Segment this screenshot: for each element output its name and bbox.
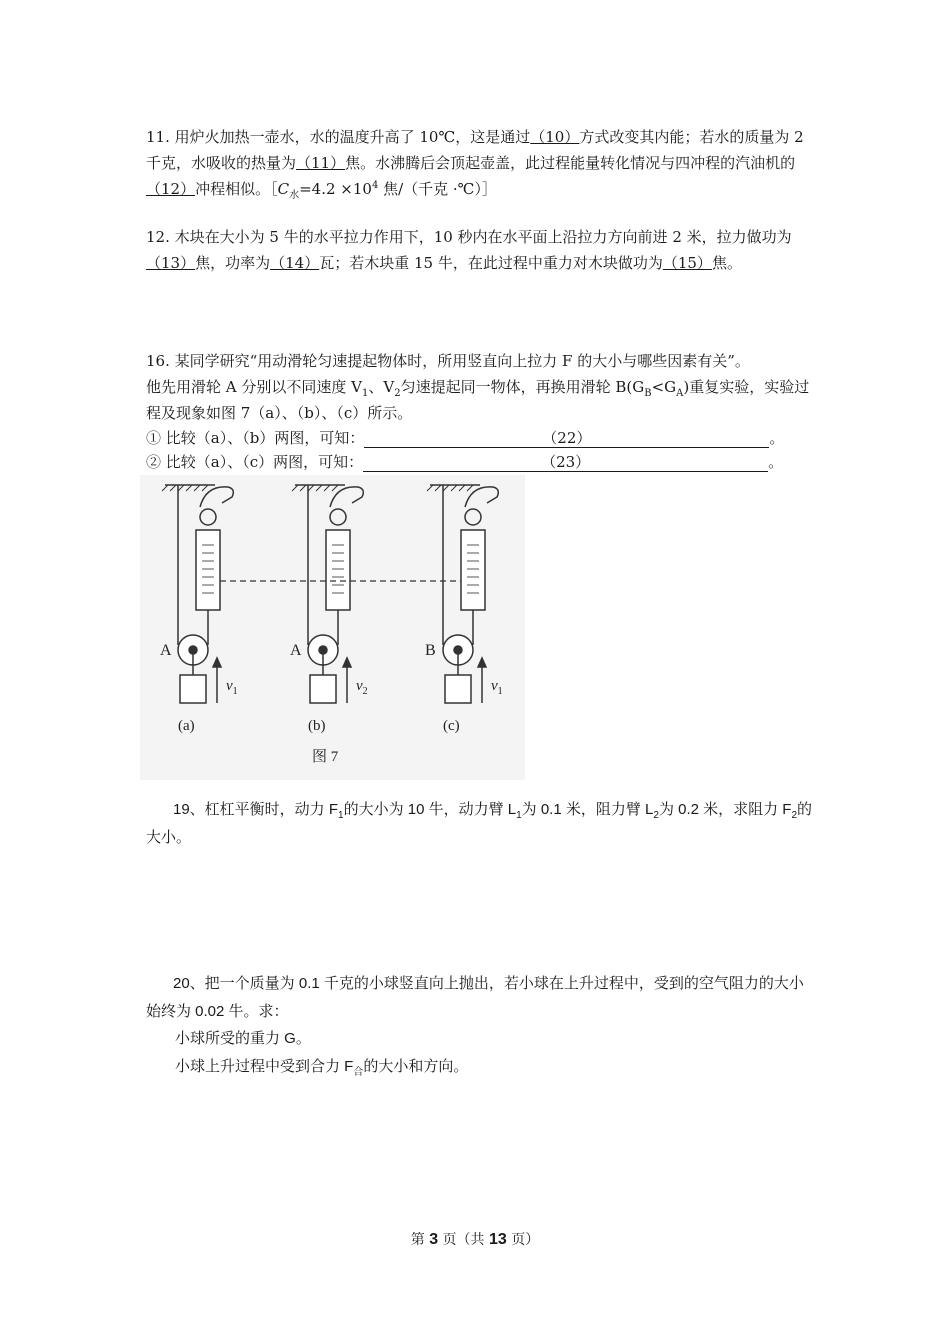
pulley-label-b: A [290,642,302,659]
q20-sub-1: 小球所受的重力 G。 [175,1030,311,1047]
q16-item-1-label: ① 比较（a）、（b）两图，可知： [146,429,365,447]
question-20 [146,970,816,1026]
q12-blank-14: （14） [270,254,320,272]
question-19: 19、杠杠平衡时，动力 $F_1$的大小为 10 牛，动力臂 $L_1$为 0.1 米，阻力臂 $L_2$为 0.2 米，求阻力 $F_2$的大小。 [146,801,813,846]
pulley-label-a: A [160,642,172,659]
total-pages: 13 [489,1231,507,1248]
svg-text:v1: $v_1$ [226,678,238,697]
q12-blank-15: （15） [662,254,712,272]
question-11 [146,124,816,202]
q12-text-4: 焦。 [711,254,742,272]
q20-sub-2: 小球上升过程中受到合力 $F_合$的大小和方向。 [175,1058,469,1078]
q11-blank-10: （10） [530,128,580,146]
q11-c-sub: 水 [289,190,300,201]
q12-text-1: 12. 木块在大小为 5 牛的水平拉力作用下，10 秒内在水平面上沿拉力方向前进 2 米，拉力做功为 [146,228,792,246]
subfigure-label-c: (c) [443,718,460,734]
q11-text-4: 冲程相似。［ [195,180,278,198]
subfigure-label-a: (a) [178,718,195,734]
question-16 [146,348,816,474]
page-number: 3 [429,1231,439,1248]
weight-block-a [180,675,206,703]
q16-item-1: ① 比较（a）、（b）两图，可知： （22） 。 [146,429,785,447]
svg-text:v2: $v_2$ [356,678,368,697]
q11-c-symbol: C [277,180,290,198]
pulley-label-c: B [425,642,436,659]
q11-blank-11: （11） [296,154,346,172]
q11-c-unit: 焦/（千克 ·℃）］ [378,180,497,198]
figure-7-pulley-diagram [140,475,525,780]
q16-blank-23: （23） [363,453,768,472]
weight-block-b [310,675,336,703]
q16-stem-line-2: 他先用滑轮 A 分别以不同速度 $V_1$、$V_2$匀速提起同一物体，再换用滑轮 $B(G_B<G_A)$重复实验，实验过程及现象如图 7（a）、（b）、（c）所示。 [146,378,810,422]
figure-caption: 图 7 [312,749,339,765]
subfigure-label-b: (b) [308,718,326,734]
q11-c-exp: 4 [371,180,379,191]
q16-stem-line-1: 16. 某同学研究“用动滑轮匀速提起物体时，所用竖直向上拉力 F 的大小与哪些因素有关”。 [146,352,750,370]
velocity-label-b: 2 [362,686,368,697]
velocity-label-a: 1 [232,686,238,697]
q11-text-1: 11. 用炉火加热一壶水，水的温度升高了 10℃，这是通过 [146,128,531,146]
q11-text-3: 焦。水沸腾后会顶起壶盖，此过程能量转化情况与四冲程的汽油机的 [345,154,796,172]
question-12 [146,224,816,276]
q16-blank-22: （22） [364,429,769,448]
svg-text:v1: $v_1$ [491,678,503,697]
q20-text: 20、把一个质量为 0.1 千克的小球竖直向上抛出，若小球在上升过程中，受到的空气阻力的大小始终为 0.02 牛。求： [146,975,804,1020]
q16-item-2-label: ② 比较（a）、（c）两图，可知： [146,453,364,471]
weight-block-c [445,675,471,703]
q12-text-2: 焦，功率为 [195,254,271,272]
q12-blank-13: （13） [146,254,196,272]
q11-text-2: 方式改变其内能；若水的质量为 2 千克，水吸收的热量为 [146,128,804,172]
page-footer: 第 3 页（共 13 页） [410,1231,540,1248]
q11-blank-12: （12） [146,180,196,198]
q12-text-3: 瓦；若木块重 15 牛，在此过程中重力对木块做功为 [319,254,663,272]
q11-c-value: =4.2 ×10 [299,180,372,198]
velocity-label-c: 1 [497,686,503,697]
q16-item-2: ② 比较（a）、（c）两图，可知： （23） 。 [146,453,784,471]
